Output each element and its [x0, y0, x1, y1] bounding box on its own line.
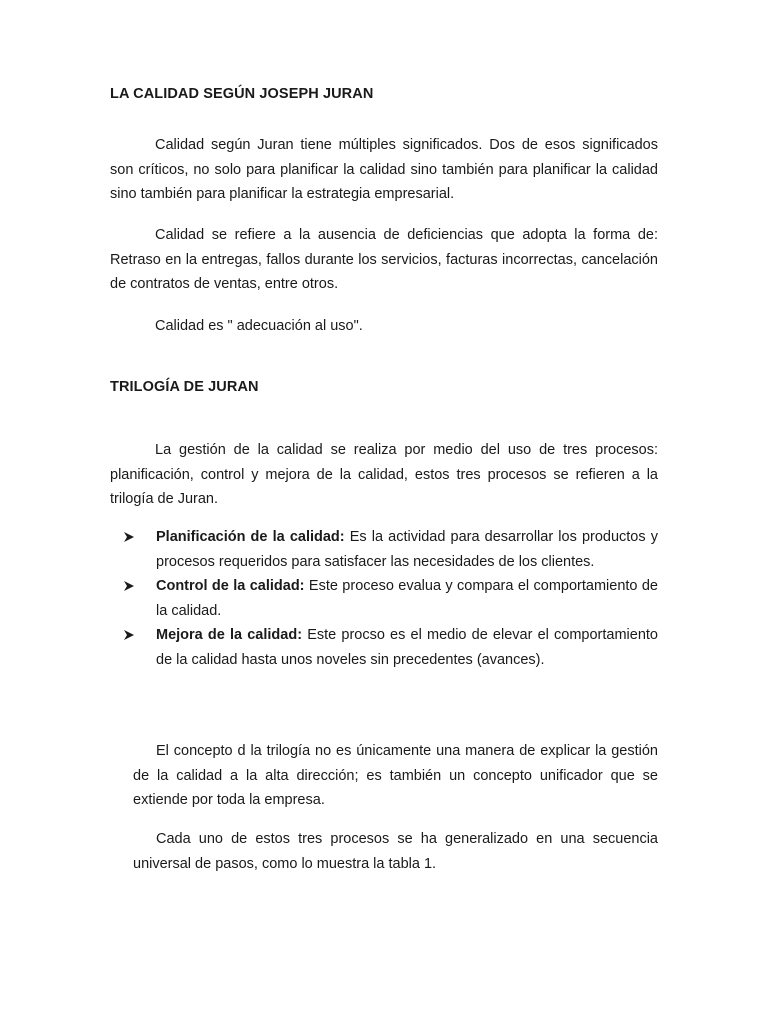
arrowhead-bullet-icon	[122, 525, 136, 549]
intro-paragraph-2-text: Calidad se refiere a la ausencia de deficiencias que adopta la forma de: Retraso en la entregas, fallos durante los servicios, facturas incorrectas, cancelación de contratos de ventas, entre otros.	[110, 227, 658, 292]
closing-paragraph-1-text: El concepto d la trilogía no es únicamente una manera de explicar la gestión de la calidad a la alta dirección; es también un concepto unificador que se extiende por toda la empresa.	[133, 743, 658, 808]
closing-paragraph-1	[133, 739, 658, 813]
intro-paragraph-3	[110, 314, 658, 339]
arrowhead-bullet-icon	[122, 574, 136, 598]
closing-paragraph-2	[133, 827, 658, 876]
list-item	[110, 574, 658, 623]
intro-paragraph-2	[110, 223, 658, 297]
list-item	[110, 525, 658, 574]
list-item	[110, 623, 658, 672]
intro-paragraph-1-text: Calidad según Juran tiene múltiples significados. Dos de esos significados son críticos, no solo para planificar la calidad sino también para planificar la calidad sino también para planificar la estrategia empresarial.	[110, 137, 658, 202]
section-title: TRILOGÍA DE JURAN	[110, 379, 259, 395]
section-intro-paragraph	[110, 438, 658, 512]
bullet-term: Mejora de la calidad:	[156, 627, 303, 643]
bullet-text: Es la actividad para desarrollar los productos y procesos requeridos para satisfacer las necesidades de los clientes.	[156, 529, 658, 570]
intro-paragraph-1	[110, 133, 658, 207]
trilogy-list	[110, 525, 658, 672]
document-title: LA CALIDAD SEGÚN JOSEPH JURAN	[110, 86, 374, 102]
arrowhead-bullet-icon	[122, 623, 136, 647]
section-intro-text: La gestión de la calidad se realiza por medio del uso de tres procesos: planificación, control y mejora de la calidad, estos tres procesos se refieren a la trilogía de Juran.	[110, 442, 658, 507]
intro-paragraph-3-text: Calidad es " adecuación al uso".	[155, 318, 363, 334]
bullet-term: Planificación de la calidad:	[156, 529, 345, 545]
closing-paragraph-2-text: Cada uno de estos tres procesos se ha generalizado en una secuencia universal de pasos, como lo muestra la tabla 1.	[133, 831, 658, 872]
bullet-term: Control de la calidad:	[156, 578, 305, 594]
bullet-text: Este proceso evalua y compara el comportamiento de la calidad.	[156, 578, 658, 619]
bullet-text: Este procso es el medio de elevar el comportamiento de la calidad hasta unos noveles sin precedentes (avances).	[156, 627, 658, 668]
